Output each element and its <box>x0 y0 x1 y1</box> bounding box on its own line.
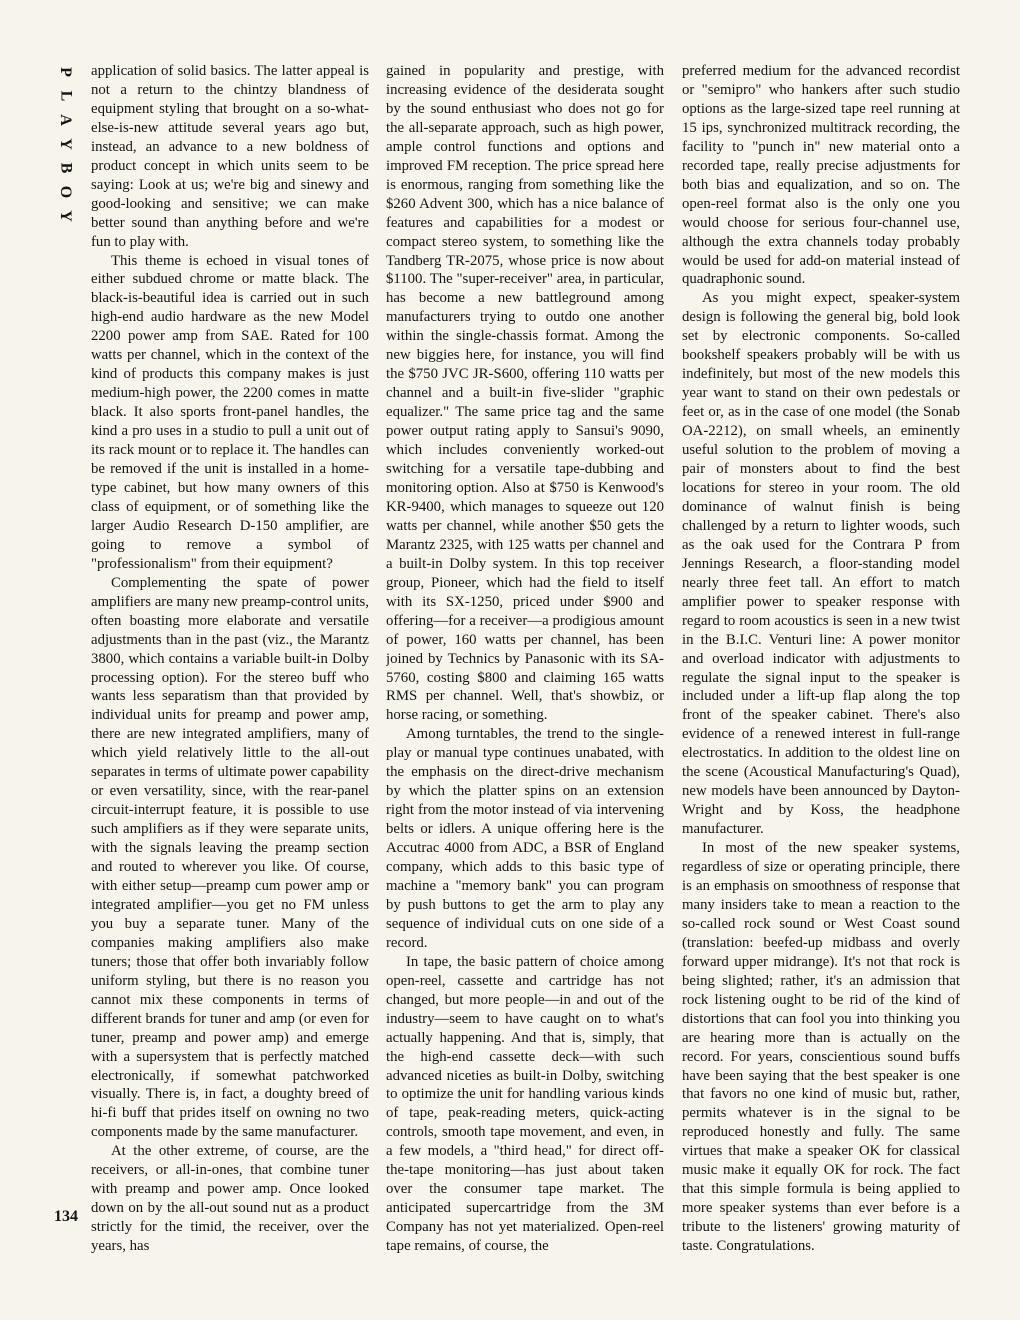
paragraph: As you might expect, speaker-system design is following the general big, bold look set by electronic components. So-called bookshelf speakers probably will be with us indefinitely, but most of the new models this year want to stand on their own pedestals or feet or, as in the case of one model (the Sonab OA-2212), on small wheels, an eminently useful solution to the problem of moving a pair of monsters about to find the best locations for stereo in your room. The old dominance of walnut finish is being challenged by a return to lighter woods, such as the oak used for the Contrara P from Jennings Research, a floor-standing model nearly three feet tall. An effort to match amplifier power to speaker response with regard to room acoustics is seen in a new twist in the B.I.C. Venturi line: A power monitor and overload indicator with adjustments to regulate the signal input to the speaker is included under a lift-up flap along the top front of the speaker cabinet. There's also evidence of a renewed interest in full-range electrostatics. In addition to the oldest line on the scene (Acoustical Manufacturing's Quad), new models have been announced by Dayton-Wright and by Koss, the headphone manufacturer. <box>682 290 960 838</box>
side-letter-l: L <box>56 90 74 102</box>
paragraph: This theme is echoed in visual tones of either subdued chrome or matte black. The black-is-beautiful idea is carried out in such high-end audio hardware as the new Model 2200 power amp from SAE. Rated for 100 watts per channel, which in the context of the kind of products this company makes is just medium-high power, the 2200 comes in matte black. It also sports front-panel handles, the kind a pro uses in a studio to pull a unit out of its rack mount or to replace it. The handles can be removed if the unit is installed in a home-type cabinet, but how many owners of this class of equipment, or of something like the larger Audio Research D-150 amplifier, are going to remove a symbol of "professionalism" from their equipment? <box>91 252 369 572</box>
paragraph: Complementing the spate of power amplifiers are many new preamp-control units, often boasting more elaborate and versatile adjustments than in the past (viz., the Marantz 3800, which contains a variable built-in Dolby processing option). For the stereo buff who wants less separatism than that provided by individual units for preamp and power amp, there are new integrated amplifiers, many of which yield relatively little to the all-out separates in terms of ultimate power capability or even versatility, since, with the rear-panel circuit-interrupt feature, it is possible to use such amplifiers as if they were separate units, with the signals leaving the preamp section and routed to wherever you like. Of course, with either setup—preamp cum power amp or integrated amplifier—you get no FM unless you buy a separate tuner. Many of the companies making amplifiers also make tuners; those that offer both invariably follow uniform styling, but there is no reason you cannot mix these components in terms of different brands for tuner and amp (or even for tuner, preamp and power amp) and emerge with a supersystem that is perfectly matched electronically, if somewhat patchworked visually. There is, in fact, a doughty breed of hi-fi buff that prides itself on owning no two components made by the same manufacturer. <box>91 574 369 1141</box>
article-column-3 <box>682 62 960 1262</box>
side-letter-p: P <box>57 67 74 77</box>
paragraph: application of solid basics. The latter appeal is not a return to the chintzy blandness of equipment styling that brought on a so-what-else-is-new attitude several years ago but, instead, an advance to a new boldness of product concept in which units seem to be saying: Look at us; we're big and sinewy and good-looking and sensitive; we can make better sound than anything before and we're fun to play with. <box>91 63 369 250</box>
side-letter-y: Y <box>57 138 74 150</box>
paragraph: In most of the new speaker systems, regardless of size or operating principle, there is an emphasis on smoothness of response that many insiders take to mean a reaction to the so-called rock sound or West Coast sound (translation: beefed-up midbass and overly forward upper midrange). It's not that rock is being slighted; rather, it's an admission that rock listening ought to be rid of the kind of distortions that can fool you into thinking you are hearing more than is actually on the record. For years, conscientious sound buffs have been saying that the best speaker is one that favors no one kind of music but, rather, permits whatever is in the signal to be reproduced honestly and fully. The same virtues that make a speaker OK for classical music make it equally OK for rock. The fact that this simple formula is being applied to more speaker systems than ever before is a tribute to the listeners' growing maturity of taste. Congratulations. <box>682 840 960 1255</box>
side-letter-a: A <box>57 114 74 126</box>
side-letter-b: B <box>56 162 74 174</box>
paragraph: preferred medium for the advanced recordist or "semipro" who hankers after such studio options as the large-sized tape reel running at 15 ips, synchronized multitrack recording, the facility to "punch in" new material onto a recorded tape, really precise adjustments for both bias and equalization, and so on. The open-reel format also is the only one you would choose for serious four-channel use, although the extra channels today probably would be used for add-on material instead of quadraphonic sound. <box>682 63 960 288</box>
paragraph: In tape, the basic pattern of choice among open-reel, cassette and cartridge has not changed, but more people—in and out of the industry—seem to have caught on to what's actually happening. And that is, simply, that the high-end cassette deck—with such advanced niceties as built-in Dolby, switching to optimize the unit for handling various kinds of tape, peak-reading meters, quick-acting controls, smooth tape movement, and even, in a few models, a "third head," for direct off-the-tape monitoring—has just about taken over the consumer tape market. The anticipated supercartridge from the 3M Company has not yet materialized. Open-reel tape remains, of course, the <box>386 953 664 1255</box>
side-letter-y2: Y <box>57 210 74 222</box>
article-column-2 <box>386 62 664 1262</box>
paragraph: At the other extreme, of course, are the receivers, or all-in-ones, that combine tuner with preamp and power amp. Once looked down on by the all-out sound nut as a product strictly for the timid, the receiver, over the years, has <box>91 1143 369 1255</box>
page-number: 134 <box>54 1208 78 1225</box>
side-letter-o: O <box>56 185 74 199</box>
article-column-1 <box>91 62 369 1262</box>
magazine-side-title <box>50 60 80 228</box>
paragraph: Among turntables, the trend to the single-play or manual type continues unabated, with the emphasis on the direct-drive mechanism by which the platter spins on an extension right from the motor instead of via intervening belts or idlers. A unique offering here is the Accutrac 4000 from ADC, a BSR of England company, which adds to this basic type of machine a "memory bank" you can program by push buttons to get the arm to play any sequence of individual cuts on one side of a record. <box>386 726 664 951</box>
paragraph: gained in popularity and prestige, with increasing evidence of the desiderata sought by the sound enthusiast who does not go for the all-separate approach, such as high power, ample control functions and options and improved FM reception. The price spread here is enormous, ranging from something like the $260 Advent 300, which has a nice balance of features and capabilities for a modest or compact stereo system, to something like the Tandberg TR-2075, whose price is now about $1100. The "super-receiver" area, in particular, has become a new battleground among manufacturers trying to outdo one another within the single-chassis format. Among the new biggies here, for instance, you will find the $750 JVC JR-S600, offering 110 watts per channel and a built-in five-slider "graphic equalizer." The same price tag and the same power output rating apply to Sansui's 9090, which includes conveniently worked-out switching for a versatile tape-dubbing and monitoring option. Also at $750 is Kenwood's KR-9400, which manages to squeeze out 120 watts per channel, while another $50 gets the Marantz 2325, with 125 watts per channel and a built-in Dolby system. In this top receiver group, Pioneer, which had the field to itself with its SX-1250, priced under $900 and offering—for a receiver—a prodigious amount of power, 160 watts per channel, has been joined by Technics by Panasonic with its SA-5760, costing $800 and claiming 165 watts RMS per channel. Well, that's showbiz, or horse racing, or something. <box>386 63 664 724</box>
